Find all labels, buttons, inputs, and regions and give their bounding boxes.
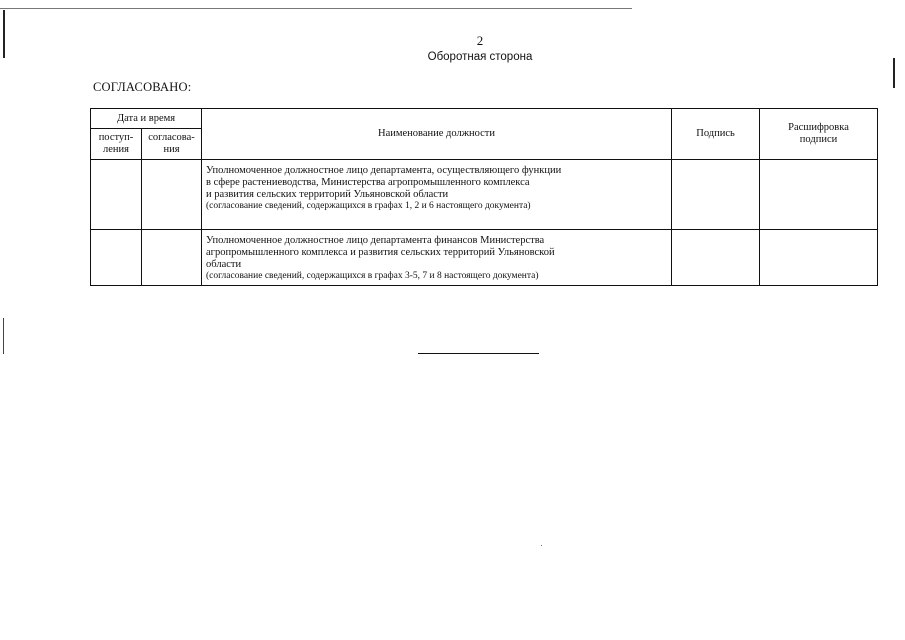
table-row <box>91 230 878 286</box>
header-signature: Подпись <box>672 109 760 160</box>
header-position: Наименование должности <box>202 109 672 160</box>
page-number: 2 <box>476 33 484 48</box>
approval-table <box>90 108 878 286</box>
approval-cell[interactable] <box>142 230 202 286</box>
scan-edge-line-top <box>0 8 632 9</box>
table-header-row <box>91 109 878 129</box>
scan-edge-mark-left-lower <box>3 318 4 354</box>
signature-decode-cell[interactable] <box>760 160 878 230</box>
header-receipt: поступ- ления <box>91 129 142 160</box>
approval-cell[interactable] <box>142 160 202 230</box>
header-approval: согласова- ния <box>142 129 202 160</box>
position-text: Уполномоченное должностное лицо департамента финансов Министерства агропромышленного комплекса и развития сельских территорий Ульяновской области <box>206 235 555 270</box>
position-note: (согласование сведений, содержащихся в графах 3-5, 7 и 8 настоящего документа) <box>206 271 539 281</box>
scan-speck <box>541 545 542 546</box>
approval-label: СОГЛАСОВАНО: <box>93 80 192 94</box>
header-signature-decode: Расшифровка подписи <box>760 109 878 160</box>
signature-cell[interactable] <box>672 230 760 286</box>
end-divider-line <box>418 353 539 354</box>
receipt-cell[interactable] <box>91 230 142 286</box>
page-subtitle: Оборотная сторона <box>427 51 533 63</box>
position-note: (согласование сведений, содержащихся в графах 1, 2 и 6 настоящего документа) <box>206 201 531 211</box>
signature-decode-cell[interactable] <box>760 230 878 286</box>
position-text: Уполномоченное должностное лицо департамента, осуществляющего функции в сфере растениеводства, Министерства агропромышленного комплекса и развития сельских территорий Ульяновской области <box>206 165 562 200</box>
position-cell <box>202 160 672 230</box>
signature-cell[interactable] <box>672 160 760 230</box>
position-cell <box>202 230 672 286</box>
table-row <box>91 160 878 230</box>
header-datetime: Дата и время <box>91 109 202 129</box>
receipt-cell[interactable] <box>91 160 142 230</box>
